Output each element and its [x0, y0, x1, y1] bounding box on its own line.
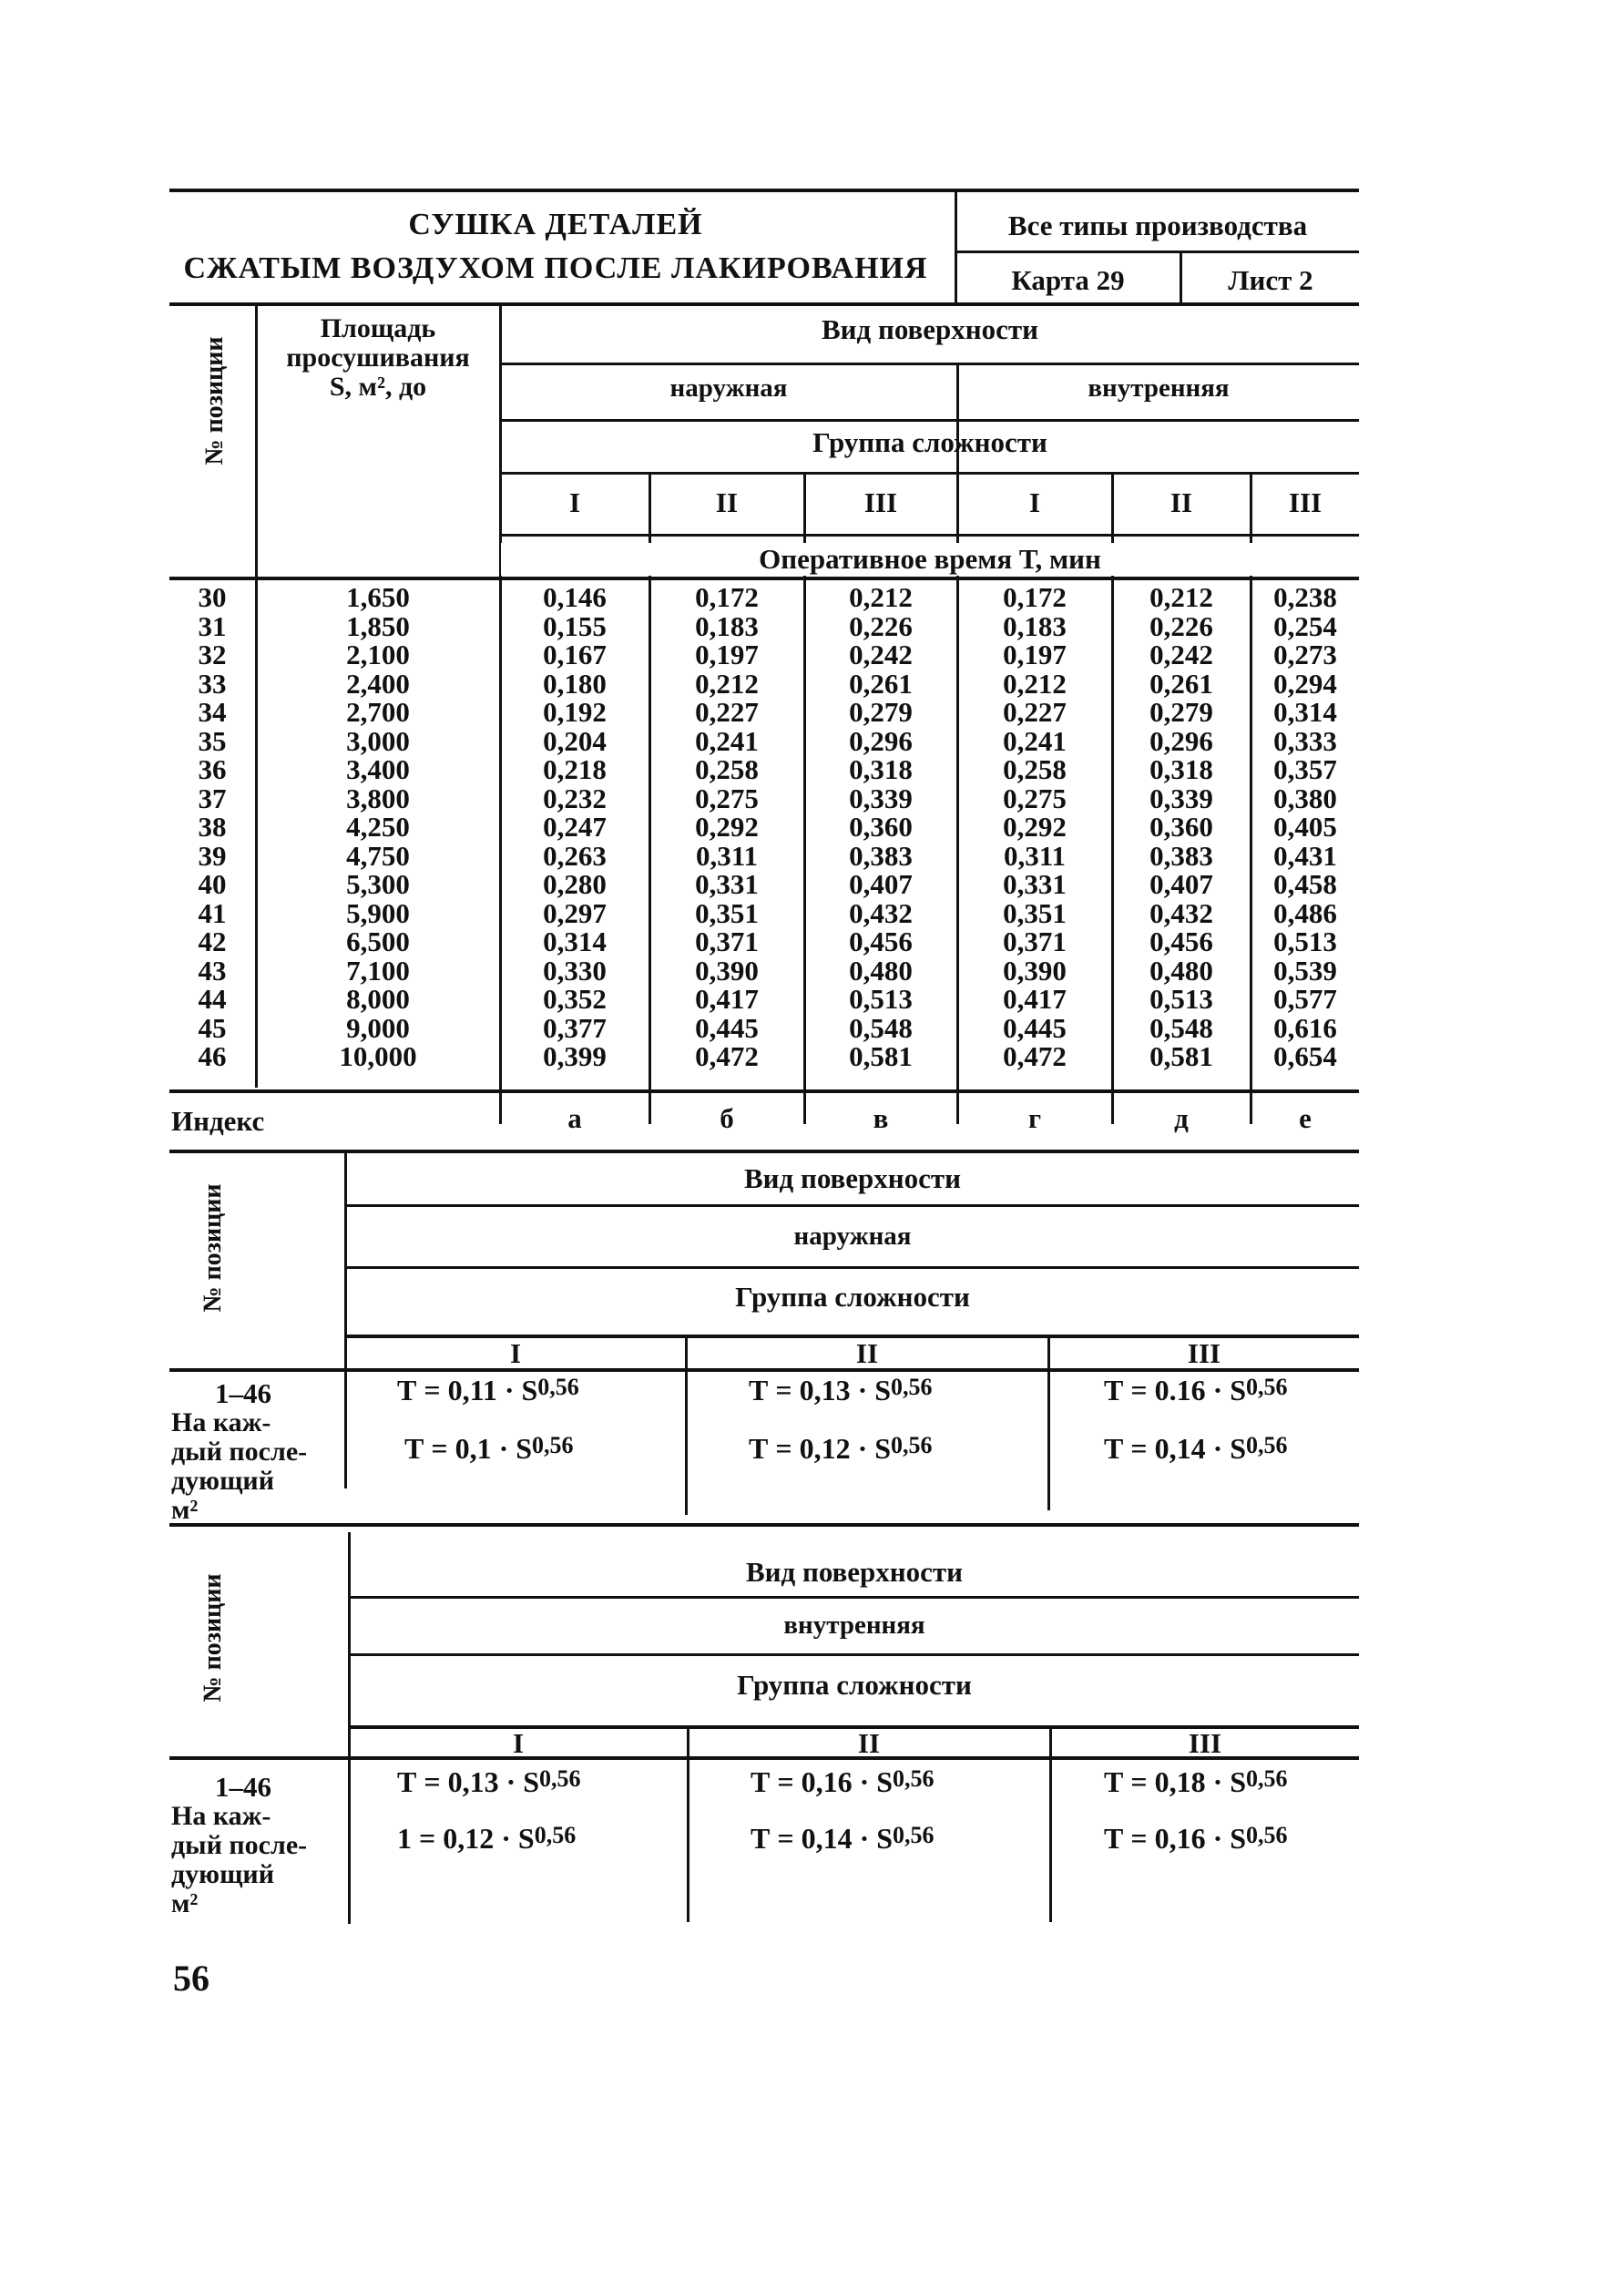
- index-b: б: [720, 1102, 734, 1134]
- t3-formula-I-1: Т = 0,13 · S$^{0,56}$: [397, 1765, 581, 1798]
- t3-hline-inner: [350, 1653, 1359, 1656]
- header-top-rule: [169, 189, 1359, 192]
- main-complexity-header: Группа сложности: [812, 426, 1047, 458]
- main-surface-type-header: Вид поверхности: [821, 313, 1038, 345]
- main-hline-data-top: [169, 577, 1359, 580]
- main-area-header-line3: S, м², до: [329, 372, 427, 402]
- time-column-outer-I: 0,146 0,155 0,167 0,180 0,192 0,204 0,218 0,232 0,247 0,263 0,280 0,297 0,314 0,330 0,352 0,377 0,399: [543, 581, 607, 1072]
- main-group-1: I: [568, 486, 581, 518]
- main-hline-data-bottom: [169, 1089, 1359, 1093]
- document-title-line1: СУШКА ДЕТАЛЕЙ: [408, 208, 703, 241]
- t3-formula-III-2: Т = 0,16 · S$^{0,56}$: [1104, 1822, 1288, 1855]
- areas-column: 1,650 1,850 2,100 2,400 2,700 3,000 3,400 3,800 4,250 4,750 5,300 5,900 6,500 7,100 8,000 9,000 10,000: [339, 581, 417, 1072]
- main-group-3: III: [863, 486, 898, 518]
- main-hline-outer-inner: [501, 419, 1359, 422]
- t3-position-header: № позиции: [199, 1573, 227, 1703]
- time-column-outer-III: 0,212 0,226 0,242 0,261 0,279 0,296 0,318 0,339 0,360 0,383 0,407 0,432 0,456 0,480 0,513 0,548 0,581: [849, 581, 913, 1072]
- main-group-5: II: [1169, 486, 1193, 518]
- t3-group-2: II: [857, 1727, 881, 1759]
- main-hline-surface: [501, 363, 1359, 365]
- index-v: в: [873, 1102, 889, 1134]
- index-e: е: [1299, 1102, 1312, 1134]
- time-column-inner-II: 0,212 0,226 0,242 0,261 0,279 0,296 0,318 0,339 0,360 0,383 0,407 0,432 0,456 0,480 0,513 0,548 0,581: [1149, 581, 1213, 1072]
- t2-group-3: III: [1187, 1337, 1221, 1369]
- index-label: Индекс: [171, 1105, 265, 1137]
- main-hline-roman: [501, 534, 1359, 537]
- t2-hline-bottom: [169, 1523, 1359, 1527]
- time-column-outer-II: 0,172 0,183 0,197 0,212 0,227 0,241 0,258 0,275 0,292 0,311 0,331 0,351 0,371 0,390 0,417 0,445 0,472: [695, 581, 759, 1072]
- t3-surface: внутренняя: [783, 1611, 925, 1640]
- time-column-inner-III: 0,238 0,254 0,273 0,294 0,314 0,333 0,357 0,380 0,405 0,431 0,458 0,486 0,513 0,539 0,577 0,616 0,654: [1273, 581, 1337, 1072]
- t3-range: 1–46: [215, 1771, 271, 1803]
- t2-vline-position: [344, 1151, 347, 1488]
- t3-formula-III-1: Т = 0,18 · S$^{0,56}$: [1104, 1765, 1288, 1798]
- main-time-label: Оперативное время Т, мин: [501, 543, 1359, 576]
- main-group-6: III: [1288, 486, 1323, 518]
- t3-formula-II-1: Т = 0,16 · S$^{0,56}$: [751, 1765, 935, 1798]
- t3-hline-surface: [350, 1596, 1359, 1599]
- t2-formula-II-2: Т = 0,12 · S$^{0,56}$: [749, 1432, 933, 1465]
- t3-complexity: Группа сложности: [737, 1669, 972, 1701]
- t2-hline-surface: [346, 1204, 1359, 1207]
- t3-note: На каж- дый после- дующий м²: [171, 1801, 308, 1918]
- main-position-header: № позиции: [200, 336, 229, 465]
- main-outer-header: наружная: [669, 373, 788, 403]
- t3-group-1: I: [512, 1727, 525, 1759]
- t3-formula-I-2: 1 = 0,12 · S$^{0,56}$: [397, 1822, 577, 1855]
- positions-column: 30 31 32 33 34 35 36 37 38 39 40 41 42 43 44 45 46: [198, 581, 227, 1072]
- index-a: а: [567, 1102, 582, 1134]
- t2-group-2: II: [855, 1337, 879, 1369]
- t2-formula-I-1: Т = 0,11 · S$^{0,56}$: [397, 1374, 579, 1406]
- t2-formula-III-1: Т = 0.16 · S$^{0,56}$: [1104, 1374, 1288, 1406]
- t2-hline-outer: [346, 1266, 1359, 1269]
- document-title-line2: СЖАТЫМ ВОЗДУХОМ ПОСЛЕ ЛАКИРОВАНИЯ: [183, 251, 928, 285]
- main-group-4: I: [1028, 486, 1041, 518]
- header-bottom-rule: [169, 302, 1359, 306]
- t3-surface-type: Вид поверхности: [745, 1556, 963, 1588]
- main-hline-index-bottom: [169, 1150, 1359, 1153]
- sheet-number: Лист 2: [1228, 264, 1313, 296]
- main-area-header-line1: Площадь: [320, 313, 436, 343]
- main-area-header-line2: просушивания: [286, 343, 470, 373]
- t2-surface: наружная: [793, 1222, 912, 1251]
- t2-surface-type: Вид поверхности: [743, 1162, 961, 1194]
- t3-formula-II-2: Т = 0,14 · S$^{0,56}$: [751, 1822, 935, 1855]
- t2-complexity: Группа сложности: [735, 1281, 970, 1313]
- t2-formula-III-2: Т = 0,14 · S$^{0,56}$: [1104, 1432, 1288, 1465]
- index-d: д: [1174, 1102, 1189, 1134]
- page-number: 56: [173, 1958, 209, 1999]
- main-group-2: II: [715, 486, 739, 518]
- main-inner-header: внутренняя: [1088, 373, 1230, 403]
- t2-group-1: I: [509, 1337, 522, 1369]
- t2-position-header: № позиции: [199, 1183, 227, 1313]
- card-number: Карта 29: [1011, 264, 1125, 296]
- index-g: г: [1027, 1102, 1042, 1134]
- main-hline-group: [501, 472, 1359, 475]
- t2-note: На каж- дый после- дующий м²: [171, 1407, 308, 1525]
- t2-formula-II-1: Т = 0,13 · S$^{0,56}$: [749, 1374, 933, 1406]
- production-type: Все типы производства: [1007, 210, 1308, 241]
- t2-range: 1–46: [215, 1377, 271, 1409]
- t3-group-3: III: [1188, 1727, 1222, 1759]
- header-right-mid-rule: [956, 251, 1359, 253]
- t2-formula-I-2: Т = 0,1 · S$^{0,56}$: [404, 1432, 574, 1465]
- time-column-inner-I: 0,172 0,183 0,197 0,212 0,227 0,241 0,258 0,275 0,292 0,311 0,331 0,351 0,371 0,390 0,417 0,445 0,472: [1003, 581, 1067, 1072]
